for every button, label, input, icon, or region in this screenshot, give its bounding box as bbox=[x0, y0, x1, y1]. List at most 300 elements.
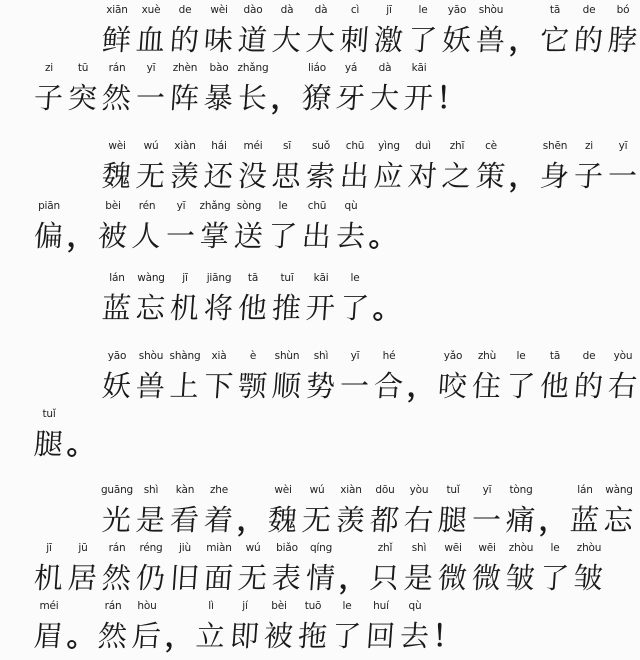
hanzi: ！ bbox=[432, 619, 462, 653]
character-unit bbox=[262, 596, 296, 660]
hanzi: 忘 bbox=[603, 503, 635, 537]
hanzi: 。 bbox=[66, 427, 96, 461]
hanzi: 了 bbox=[505, 369, 537, 403]
character-unit bbox=[470, 538, 504, 602]
character-unit bbox=[202, 346, 236, 410]
character-unit bbox=[270, 268, 304, 332]
pinyin: zhǎng bbox=[199, 200, 231, 212]
punctuation bbox=[66, 596, 96, 660]
pinyin: lán bbox=[577, 484, 593, 496]
hanzi: ， bbox=[508, 23, 538, 57]
hanzi: 味 bbox=[203, 23, 235, 57]
pinyin: shì bbox=[313, 350, 329, 362]
punctuation bbox=[432, 596, 462, 660]
pinyin: shēn bbox=[542, 140, 568, 152]
character-unit bbox=[406, 136, 440, 200]
pinyin: sī bbox=[283, 140, 291, 152]
punctuation bbox=[508, 0, 538, 64]
hanzi: 羡 bbox=[335, 503, 367, 537]
pinyin: yī bbox=[618, 140, 628, 152]
hanzi: 羡 bbox=[169, 159, 201, 193]
pinyin: le bbox=[418, 4, 428, 16]
pinyin: méi bbox=[39, 600, 59, 612]
character-unit bbox=[606, 136, 640, 200]
character-unit bbox=[436, 346, 470, 410]
pinyin: le bbox=[550, 542, 560, 554]
pinyin: tuǐ bbox=[446, 484, 460, 496]
hanzi: ， bbox=[406, 369, 436, 403]
pinyin: lì bbox=[208, 600, 214, 612]
character-unit bbox=[572, 0, 606, 64]
hanzi: 势 bbox=[305, 369, 337, 403]
pinyin: jī bbox=[46, 542, 52, 554]
character-unit bbox=[568, 480, 602, 544]
pinyin: jī bbox=[182, 272, 188, 284]
pinyin: biǎo bbox=[276, 542, 298, 554]
pinyin: hái bbox=[211, 140, 227, 152]
character-unit bbox=[338, 136, 372, 200]
pinyin: xuè bbox=[141, 4, 161, 16]
pinyin: yǎo bbox=[443, 350, 463, 362]
pinyin: bèi bbox=[105, 200, 121, 212]
hanzi: 痛 bbox=[505, 503, 537, 537]
hanzi: 腿 bbox=[437, 503, 469, 537]
hanzi: 。 bbox=[66, 619, 96, 653]
pinyin: wàng bbox=[137, 272, 165, 284]
hanzi: 没 bbox=[237, 159, 269, 193]
hanzi: 一 bbox=[339, 369, 371, 403]
hanzi: 上 bbox=[169, 369, 201, 403]
punctuation bbox=[508, 136, 538, 200]
pinyin: kāi bbox=[411, 62, 427, 74]
text-line bbox=[32, 404, 96, 468]
character-unit bbox=[168, 346, 202, 410]
character-unit bbox=[436, 480, 470, 544]
character-unit bbox=[236, 0, 270, 64]
hanzi: 蓝 bbox=[101, 291, 133, 325]
hanzi: 阵 bbox=[169, 81, 201, 115]
hanzi: 合 bbox=[373, 369, 405, 403]
hanzi: 被 bbox=[97, 219, 129, 253]
character-unit bbox=[168, 58, 202, 122]
hanzi: 索 bbox=[305, 159, 337, 193]
pinyin: shì bbox=[411, 542, 427, 554]
hanzi: 人 bbox=[131, 219, 163, 253]
character-unit bbox=[402, 538, 436, 602]
character-unit bbox=[334, 196, 368, 260]
hanzi: 魏 bbox=[267, 503, 299, 537]
pinyin: dà bbox=[314, 4, 328, 16]
character-unit bbox=[304, 538, 338, 602]
hanzi: 蓝 bbox=[569, 503, 601, 537]
character-unit bbox=[440, 0, 474, 64]
character-unit bbox=[602, 480, 636, 544]
pinyin: jī bbox=[386, 4, 392, 16]
hanzi: 妖 bbox=[441, 23, 473, 57]
pinyin: xiàn bbox=[340, 484, 362, 496]
pinyin: yìng bbox=[378, 140, 400, 152]
pinyin: wēi bbox=[444, 542, 462, 554]
character-unit bbox=[266, 196, 300, 260]
punctuation bbox=[372, 268, 402, 332]
hanzi: 的 bbox=[573, 23, 605, 57]
character-unit bbox=[504, 538, 538, 602]
pinyin: yī bbox=[146, 62, 156, 74]
pinyin: sòng bbox=[236, 200, 262, 212]
pinyin: zi bbox=[44, 62, 54, 74]
hanzi: 即 bbox=[229, 619, 261, 653]
pinyin: wú bbox=[245, 542, 261, 554]
hanzi: ， bbox=[236, 503, 266, 537]
pinyin: zhǐ bbox=[377, 542, 393, 554]
hanzi: 去 bbox=[335, 219, 367, 253]
hanzi: 腿 bbox=[33, 427, 65, 461]
pinyin: dào bbox=[243, 4, 263, 16]
character-unit bbox=[334, 480, 368, 544]
character-unit bbox=[572, 538, 606, 602]
hanzi: ， bbox=[538, 503, 568, 537]
hanzi: 。 bbox=[372, 291, 402, 325]
pinyin: kàn bbox=[175, 484, 195, 496]
punctuation bbox=[436, 58, 466, 122]
pinyin: shàng bbox=[169, 350, 201, 362]
hanzi: 了 bbox=[407, 23, 439, 57]
hanzi: 血 bbox=[135, 23, 167, 57]
pinyin: yī bbox=[350, 350, 360, 362]
character-unit bbox=[134, 136, 168, 200]
pinyin: wú bbox=[143, 140, 159, 152]
hanzi: 子 bbox=[573, 159, 605, 193]
character-unit bbox=[228, 596, 262, 660]
character-unit bbox=[66, 58, 100, 122]
punctuation bbox=[338, 538, 368, 602]
hanzi: 送 bbox=[233, 219, 265, 253]
pinyin: dà bbox=[280, 4, 294, 16]
character-unit bbox=[538, 346, 572, 410]
hanzi: 旧 bbox=[169, 561, 201, 595]
hanzi: 无 bbox=[301, 503, 333, 537]
pinyin: duì bbox=[415, 140, 431, 152]
character-unit bbox=[474, 0, 508, 64]
character-unit bbox=[338, 0, 372, 64]
character-unit bbox=[372, 346, 406, 410]
hanzi: ， bbox=[338, 561, 368, 595]
punctuation bbox=[66, 404, 96, 468]
punctuation bbox=[236, 480, 266, 544]
hanzi: 了 bbox=[339, 291, 371, 325]
text-line bbox=[100, 136, 640, 200]
character-unit bbox=[202, 480, 236, 544]
hanzi: 然 bbox=[101, 81, 133, 115]
hanzi: 出 bbox=[301, 219, 333, 253]
hanzi: 皱 bbox=[505, 561, 537, 595]
pinyin: yòu bbox=[613, 350, 633, 362]
character-unit bbox=[304, 346, 338, 410]
text-line bbox=[100, 0, 640, 64]
character-unit bbox=[474, 136, 508, 200]
text-line bbox=[100, 346, 640, 410]
pinyin: yāo bbox=[107, 350, 127, 362]
character-unit bbox=[32, 196, 66, 260]
character-unit bbox=[32, 404, 66, 468]
pinyin: cè bbox=[485, 140, 497, 152]
hanzi: 道 bbox=[237, 23, 269, 57]
character-unit bbox=[130, 596, 164, 660]
character-unit bbox=[368, 480, 402, 544]
hanzi: 无 bbox=[237, 561, 269, 595]
pinyin: jí bbox=[242, 600, 248, 612]
text-line bbox=[32, 58, 466, 122]
hanzi: 之 bbox=[441, 159, 473, 193]
hanzi: 着 bbox=[203, 503, 235, 537]
hanzi: 开 bbox=[403, 81, 435, 115]
pinyin: tòng bbox=[509, 484, 533, 496]
hanzi: 去 bbox=[399, 619, 431, 653]
pinyin: wèi bbox=[274, 484, 292, 496]
hanzi: 咬 bbox=[437, 369, 469, 403]
punctuation bbox=[164, 596, 194, 660]
character-unit bbox=[168, 268, 202, 332]
character-unit bbox=[168, 480, 202, 544]
character-unit bbox=[164, 196, 198, 260]
pinyin: hé bbox=[382, 350, 396, 362]
hanzi: 然 bbox=[97, 619, 129, 653]
character-unit bbox=[330, 596, 364, 660]
pinyin: shì bbox=[143, 484, 159, 496]
hanzi: 的 bbox=[169, 23, 201, 57]
character-unit bbox=[538, 0, 572, 64]
character-unit bbox=[304, 136, 338, 200]
pinyin: zhèn bbox=[172, 62, 198, 74]
character-unit bbox=[202, 136, 236, 200]
character-unit bbox=[398, 596, 432, 660]
pinyin: le bbox=[278, 200, 288, 212]
character-unit bbox=[270, 346, 304, 410]
pinyin: réng bbox=[139, 542, 163, 554]
hanzi: 思 bbox=[271, 159, 303, 193]
hanzi: 将 bbox=[203, 291, 235, 325]
hanzi: 大 bbox=[369, 81, 401, 115]
character-unit bbox=[32, 596, 66, 660]
pinyin: de bbox=[178, 4, 192, 16]
hanzi: 一 bbox=[135, 81, 167, 115]
hanzi: 一 bbox=[165, 219, 197, 253]
hanzi: 无 bbox=[135, 159, 167, 193]
pinyin: rén bbox=[138, 200, 156, 212]
hanzi: 突 bbox=[67, 81, 99, 115]
pinyin: xiàn bbox=[174, 140, 196, 152]
hanzi: 仍 bbox=[135, 561, 167, 595]
pinyin: dà bbox=[378, 62, 392, 74]
hanzi: 是 bbox=[403, 561, 435, 595]
pinyin: yāo bbox=[447, 4, 467, 16]
hanzi: 子 bbox=[33, 81, 65, 115]
hanzi: 微 bbox=[471, 561, 503, 595]
character-unit bbox=[96, 196, 130, 260]
hanzi: 回 bbox=[365, 619, 397, 653]
pinyin: rán bbox=[108, 542, 126, 554]
pinyin: jiāng bbox=[206, 272, 232, 284]
pinyin: yòu bbox=[409, 484, 429, 496]
text-line bbox=[32, 596, 462, 660]
pinyin: bèi bbox=[271, 600, 287, 612]
character-unit bbox=[202, 0, 236, 64]
text-line bbox=[100, 480, 636, 544]
hanzi: 魏 bbox=[101, 159, 133, 193]
hanzi: 牙 bbox=[335, 81, 367, 115]
character-unit bbox=[202, 268, 236, 332]
pinyin: jiù bbox=[179, 542, 191, 554]
hanzi: 看 bbox=[169, 503, 201, 537]
pinyin: zhe bbox=[209, 484, 229, 496]
character-unit bbox=[236, 136, 270, 200]
character-unit bbox=[100, 268, 134, 332]
character-unit bbox=[296, 596, 330, 660]
character-unit bbox=[100, 538, 134, 602]
pinyin: rán bbox=[108, 62, 126, 74]
character-unit bbox=[402, 58, 436, 122]
hanzi: 还 bbox=[203, 159, 235, 193]
character-unit bbox=[194, 596, 228, 660]
hanzi: ， bbox=[508, 159, 538, 193]
character-unit bbox=[338, 268, 372, 332]
hanzi: 策 bbox=[475, 159, 507, 193]
character-unit bbox=[606, 0, 640, 64]
hanzi: 被 bbox=[263, 619, 295, 653]
character-unit bbox=[572, 136, 606, 200]
punctuation bbox=[538, 480, 568, 544]
punctuation bbox=[406, 346, 436, 410]
hanzi: 了 bbox=[331, 619, 363, 653]
character-unit bbox=[236, 268, 270, 332]
text-line bbox=[32, 196, 398, 260]
pinyin: le bbox=[342, 600, 352, 612]
character-unit bbox=[504, 346, 538, 410]
character-unit bbox=[270, 0, 304, 64]
character-unit bbox=[100, 0, 134, 64]
pinyin: zhī bbox=[449, 140, 465, 152]
hanzi: 机 bbox=[33, 561, 65, 595]
punctuation bbox=[66, 196, 96, 260]
pinyin: qíng bbox=[309, 542, 333, 554]
hanzi: 长 bbox=[237, 81, 269, 115]
hanzi: 对 bbox=[407, 159, 439, 193]
hanzi: 皱 bbox=[573, 561, 605, 595]
character-unit bbox=[134, 58, 168, 122]
character-unit bbox=[134, 346, 168, 410]
character-unit bbox=[236, 58, 270, 122]
pinyin: de bbox=[582, 4, 596, 16]
pinyin: tuī bbox=[280, 272, 294, 284]
hanzi: 大 bbox=[271, 23, 303, 57]
pinyin: shùn bbox=[274, 350, 300, 362]
hanzi: 表 bbox=[271, 561, 303, 595]
hanzi: 后 bbox=[131, 619, 163, 653]
pinyin: lán bbox=[109, 272, 125, 284]
punctuation bbox=[270, 58, 300, 122]
pinyin: le bbox=[350, 272, 360, 284]
pinyin: cì bbox=[350, 4, 360, 16]
character-unit bbox=[270, 538, 304, 602]
hanzi: 它 bbox=[539, 23, 571, 57]
hanzi: 推 bbox=[271, 291, 303, 325]
pinyin: shòu bbox=[138, 350, 164, 362]
pinyin: guāng bbox=[100, 484, 134, 496]
pinyin: yá bbox=[344, 62, 358, 74]
character-unit bbox=[372, 0, 406, 64]
pinyin: liáo bbox=[308, 62, 326, 74]
character-unit bbox=[304, 0, 338, 64]
pinyin: piān bbox=[38, 200, 60, 212]
hanzi: ， bbox=[66, 219, 96, 253]
hanzi: 光 bbox=[101, 503, 133, 537]
character-unit bbox=[300, 480, 334, 544]
pinyin: le bbox=[516, 350, 526, 362]
hanzi: 獠 bbox=[301, 81, 333, 115]
hanzi: 忘 bbox=[135, 291, 167, 325]
pinyin: miàn bbox=[206, 542, 232, 554]
character-unit bbox=[300, 58, 334, 122]
pinyin: kāi bbox=[313, 272, 329, 284]
character-unit bbox=[236, 538, 270, 602]
character-unit bbox=[130, 196, 164, 260]
character-unit bbox=[270, 136, 304, 200]
pinyin: tuǐ bbox=[42, 408, 56, 420]
hanzi: 右 bbox=[607, 369, 639, 403]
character-unit bbox=[606, 346, 640, 410]
pinyin: wú bbox=[309, 484, 325, 496]
pinyin: dōu bbox=[375, 484, 395, 496]
hanzi: 都 bbox=[369, 503, 401, 537]
hanzi: 居 bbox=[67, 561, 99, 595]
character-unit bbox=[232, 196, 266, 260]
character-unit bbox=[368, 58, 402, 122]
hanzi: 兽 bbox=[135, 369, 167, 403]
hanzi: 一 bbox=[607, 159, 639, 193]
hanzi: 出 bbox=[339, 159, 371, 193]
character-unit bbox=[100, 58, 134, 122]
hanzi: 妖 bbox=[101, 369, 133, 403]
text-line bbox=[32, 538, 606, 602]
pinyin: chū bbox=[307, 200, 327, 212]
character-unit bbox=[470, 480, 504, 544]
pinyin: xiān bbox=[106, 4, 128, 16]
hanzi: 右 bbox=[403, 503, 435, 537]
pinyin: zhù bbox=[477, 350, 497, 362]
character-unit bbox=[436, 538, 470, 602]
character-unit bbox=[134, 268, 168, 332]
pinyin: wèi bbox=[210, 4, 228, 16]
pinyin: suǒ bbox=[312, 140, 330, 152]
pinyin: tuō bbox=[304, 600, 322, 612]
hanzi: 开 bbox=[305, 291, 337, 325]
character-unit bbox=[470, 346, 504, 410]
hanzi: 面 bbox=[203, 561, 235, 595]
character-unit bbox=[266, 480, 300, 544]
pinyin: tā bbox=[247, 272, 259, 284]
hanzi: 是 bbox=[135, 503, 167, 537]
punctuation bbox=[368, 196, 398, 260]
pinyin: hòu bbox=[137, 600, 157, 612]
character-unit bbox=[134, 0, 168, 64]
character-unit bbox=[572, 346, 606, 410]
hanzi: 的 bbox=[573, 369, 605, 403]
character-unit bbox=[66, 538, 100, 602]
hanzi: 拖 bbox=[297, 619, 329, 653]
hanzi: 然 bbox=[101, 561, 133, 595]
character-unit bbox=[202, 58, 236, 122]
character-unit bbox=[32, 58, 66, 122]
